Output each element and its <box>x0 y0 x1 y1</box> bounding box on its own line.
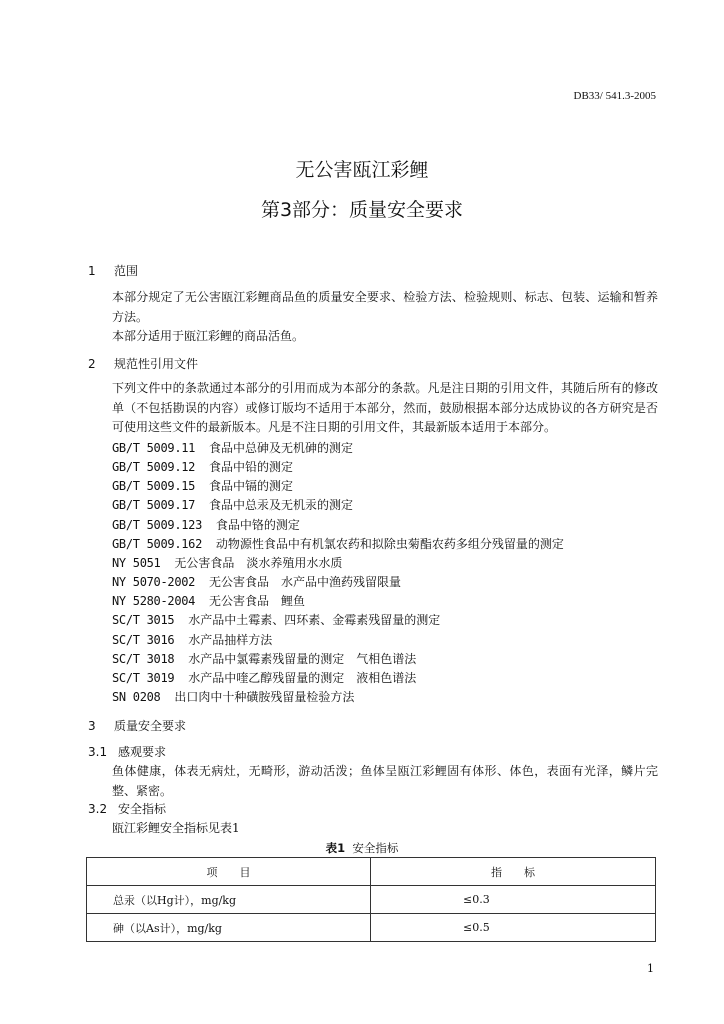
section-2-heading <box>88 355 198 372</box>
reference-code: GB/T 5009.12 <box>112 460 196 475</box>
reference-code: SC/T 3016 <box>112 632 175 647</box>
section-3-2-paragraph <box>88 819 658 839</box>
reference-title: 水产品中喹乙醇残留量的测定 液相色谱法 <box>188 670 417 685</box>
reference-item <box>112 458 293 475</box>
document-number: DB33/ 541.3-2005 <box>573 90 656 102</box>
section-1-heading <box>88 262 138 279</box>
reference-item <box>112 477 293 494</box>
document-title: 无公害瓯江彩鲤 <box>295 159 429 181</box>
reference-item <box>112 554 342 571</box>
reference-item <box>112 631 272 648</box>
paragraph: 本部分规定了无公害瓯江彩鲤商品鱼的质量安全要求、检验方法、检验规则、标志、包装、运输和暂养方法。 <box>112 290 658 324</box>
reference-item <box>112 439 353 456</box>
reference-code: SN 0208 <box>112 689 161 704</box>
section-title: 规范性引用文件 <box>114 357 199 371</box>
table-row <box>87 886 656 914</box>
reference-item <box>112 592 305 609</box>
reference-title: 食品中总砷及无机砷的测定 <box>208 441 353 455</box>
reference-code: GB/T 5009.123 <box>112 517 203 532</box>
table-cell-item: 总汞（以Hg计），mg/kg <box>87 886 371 914</box>
reference-code: NY 5070-2002 <box>112 575 196 590</box>
table-caption-number: 表1 <box>325 841 346 855</box>
reference-title: 食品中镉的测定 <box>208 479 293 494</box>
table-header-row <box>87 858 656 886</box>
reference-code: SC/T 3019 <box>112 670 175 685</box>
reference-item <box>112 573 401 590</box>
reference-title: 无公害食品 水产品中渔药残留限量 <box>208 575 401 590</box>
reference-title: 无公害食品 鲤鱼 <box>208 594 305 609</box>
table-row <box>87 914 656 942</box>
reference-title: 水产品中土霉素、四环素、金霉素残留量的测定 <box>188 613 441 628</box>
section-3-1-paragraph <box>88 762 658 801</box>
section-2-paragraph <box>88 379 658 438</box>
reference-title: 食品中总汞及无机汞的测定 <box>208 498 353 513</box>
section-title: 安全指标 <box>118 802 167 816</box>
table-cell-value: ≤0.5 <box>371 914 656 942</box>
section-title: 感观要求 <box>118 745 167 759</box>
reference-item <box>112 496 353 513</box>
reference-code: GB/T 5009.11 <box>112 441 196 455</box>
section-number: 3.1 <box>88 745 108 759</box>
table-cell-item: 砷（以As计），mg/kg <box>87 914 371 942</box>
section-title: 质量安全要求 <box>114 719 187 733</box>
paragraph: 下列文件中的条款通过本部分的引用而成为本部分的条款。凡是注日期的引用文件，其随后所有的修改单（不包括勘误的内容）或修订版均不适用于本部分，然而，鼓励根据本部分达成协议的各方研究是否可使用这些文件的最新版本。凡是不注日期的引用文件，其最新版本适用于本部分。 <box>112 381 658 434</box>
reference-title: 水产品中氯霉素残留量的测定 气相色谱法 <box>188 651 417 666</box>
reference-code: GB/T 5009.15 <box>112 479 196 494</box>
reference-code: GB/T 5009.17 <box>112 498 196 513</box>
section-3-heading <box>88 717 186 734</box>
section-number: 1 <box>88 264 96 278</box>
reference-code: NY 5280-2004 <box>112 594 196 609</box>
section-title: 范围 <box>114 264 139 278</box>
table-cell-value: ≤0.3 <box>371 886 656 914</box>
document-subtitle: 第3部分：质量安全要求 <box>260 199 464 221</box>
reference-title: 水产品抽样方法 <box>188 632 273 647</box>
section-number: 3 <box>88 719 96 733</box>
column-header-index: 指 标 <box>371 858 656 886</box>
reference-title: 出口肉中十种磺胺残留量检验方法 <box>174 689 355 704</box>
reference-item <box>112 611 440 628</box>
reference-title: 动物源性食品中有机氯农药和拟除虫菊酯农药多组分残留量的测定 <box>215 536 564 551</box>
section-number: 3.2 <box>88 802 108 816</box>
reference-item <box>112 650 416 667</box>
reference-code: GB/T 5009.162 <box>112 536 203 551</box>
column-header-item: 项 目 <box>87 858 371 886</box>
table-caption <box>0 840 724 856</box>
section-1-scope-paragraph <box>88 288 658 347</box>
page-number: 1 <box>647 962 654 975</box>
safety-index-table <box>86 857 656 942</box>
reference-code: SC/T 3018 <box>112 651 175 666</box>
paragraph: 本部分适用于瓯江彩鲤的商品活鱼。 <box>112 329 305 343</box>
section-3-2-heading <box>88 800 166 817</box>
section-number: 2 <box>88 357 96 371</box>
reference-item <box>112 535 564 552</box>
reference-title: 食品中铅的测定 <box>208 460 293 475</box>
reference-item <box>112 516 300 533</box>
reference-code: NY 5051 <box>112 555 161 570</box>
reference-item <box>112 669 416 686</box>
reference-code: SC/T 3015 <box>112 613 175 628</box>
table-caption-title: 安全指标 <box>352 841 399 855</box>
paragraph: 鱼体健康，体表无病灶，无畸形，游动活泼；鱼体呈瓯江彩鲤固有体形、体色，表面有光泽，鳞片完整、紧密。 <box>112 764 658 798</box>
reference-title: 无公害食品 淡水养殖用水水质 <box>174 555 343 570</box>
paragraph: 瓯江彩鲤安全指标见表1 <box>112 821 240 835</box>
reference-item <box>112 688 354 705</box>
section-3-1-heading <box>88 743 166 760</box>
reference-title: 食品中铬的测定 <box>215 517 300 532</box>
